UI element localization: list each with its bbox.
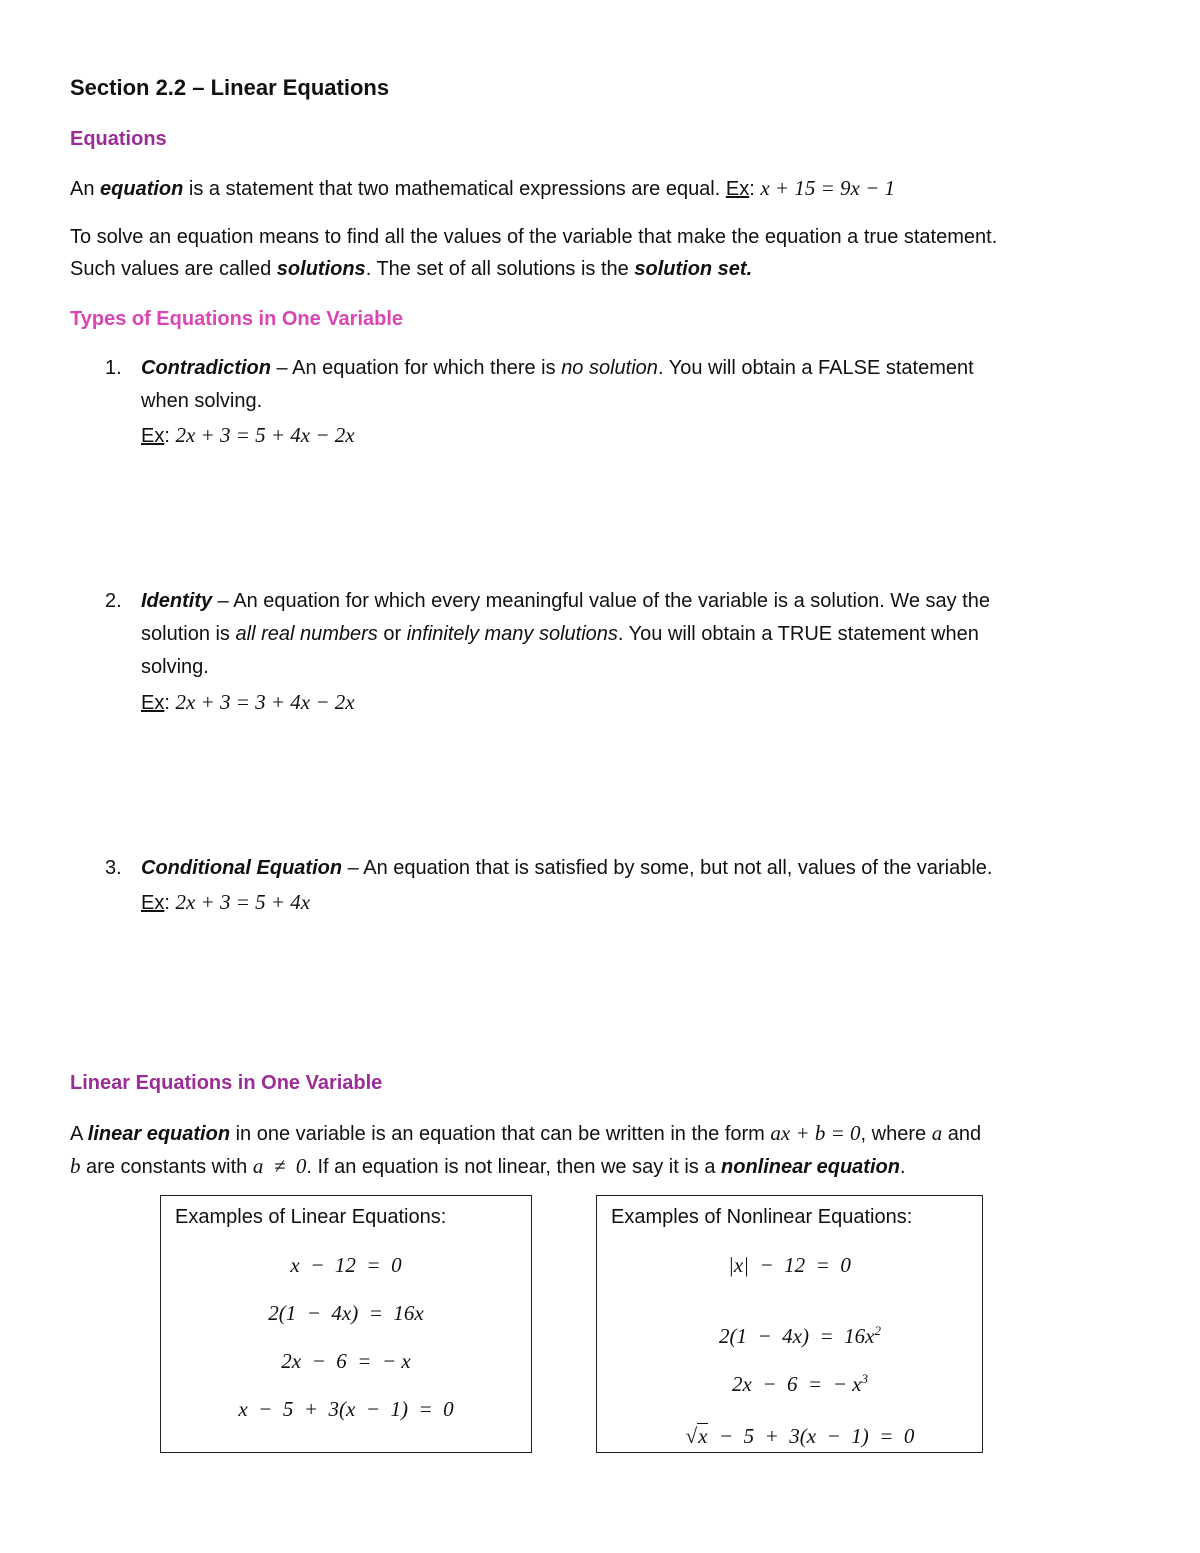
exponent: 3 (861, 1371, 868, 1386)
text: , where (860, 1123, 932, 1145)
def-term: equation (100, 178, 184, 200)
nonlinear-term: nonlinear equation (721, 1156, 900, 1178)
solve-pre: Such values are called (70, 258, 277, 280)
def-post: is a statement that two mathematical expressions are equal. (183, 178, 726, 200)
linear-term: linear equation (87, 1123, 231, 1145)
text: and (942, 1123, 982, 1145)
solutions-term: solutions (276, 258, 366, 280)
ex-label: Ex (141, 425, 165, 447)
list-item (105, 590, 990, 613)
item-text: solution is (141, 623, 236, 645)
box-title: Examples of Nonlinear Equations: (611, 1206, 913, 1228)
text: . If an equation is not linear, then we say it is a (306, 1156, 722, 1178)
item-italic: no solution (561, 357, 658, 379)
types-heading: Types of Equations in One Variable (70, 308, 404, 330)
item-line-2 (141, 623, 979, 646)
text: are constants with (80, 1156, 253, 1178)
item-number: 2. (105, 590, 122, 612)
ex-math: 2x + 3 = 5 + 4x − 2x (175, 423, 355, 447)
ex-label: Ex (141, 892, 165, 914)
item-italic: all real numbers (235, 623, 378, 645)
linear-example: x − 12 = 0 (290, 1253, 402, 1277)
item-text: – An equation that is satisfied by some, but not all, values of the variable. (342, 857, 993, 879)
ex-math: 2x + 3 = 5 + 4x (175, 890, 311, 914)
ex-colon: : (749, 178, 755, 200)
contradiction-term: Contradiction (141, 357, 271, 379)
linear-example: 2x − 6 = − x (281, 1349, 411, 1373)
page-title: Section 2.2 – Linear Equations (70, 75, 390, 100)
linear-definition-line-2 (70, 1154, 906, 1179)
item-number: 1. (105, 357, 122, 379)
var-a: a (931, 1121, 943, 1145)
nonlinear-example (597, 1399, 982, 1474)
linear-example: 2(1 − 4x) = 16x (268, 1301, 424, 1325)
linear-examples-box (160, 1195, 532, 1453)
form-math: ax + b = 0 (770, 1121, 861, 1145)
equations-heading: Equations (70, 128, 167, 150)
radicand: x (698, 1424, 708, 1448)
ex-math: x + 15 = 9x − 1 (760, 176, 895, 200)
item-line-2: when solving. (141, 390, 263, 412)
exponent: 2 (874, 1323, 881, 1338)
solve-line-2 (70, 258, 752, 281)
item-example: Ex: 2x + 3 = 5 + 4x (141, 890, 311, 914)
box-title: Examples of Linear Equations: (175, 1206, 447, 1228)
identity-term: Identity (141, 590, 213, 612)
linear-example: x − 5 + 3(x − 1) = 0 (238, 1397, 454, 1421)
var-b: b (70, 1154, 81, 1178)
linear-definition-line-1 (70, 1121, 981, 1146)
item-text: . You will obtain a TRUE statement when (617, 623, 979, 645)
conditional-term: Conditional Equation (141, 857, 343, 879)
item-text-rest: . You will obtain a FALSE statement (657, 357, 974, 379)
example-rest: − 5 + 3(x − 1) = 0 (708, 1424, 915, 1448)
nonlinear-example: |x| − 12 = 0 (728, 1253, 851, 1277)
solve-mid: . The set of all solutions is the (365, 258, 635, 280)
item-text: or (377, 623, 407, 645)
linear-heading: Linear Equations in One Variable (70, 1072, 383, 1094)
item-line-3: solving. (141, 656, 209, 678)
item-number: 3. (105, 857, 122, 879)
text: A (70, 1123, 88, 1145)
def-pre: An (70, 178, 101, 200)
text: . (899, 1156, 906, 1178)
list-item (105, 357, 974, 380)
list-item (105, 857, 992, 880)
example-base: 2x − 6 = − x (732, 1372, 862, 1396)
item-italic: infinitely many solutions (406, 623, 618, 645)
cond-math: a ≠ 0 (252, 1154, 307, 1178)
sqrt-icon: √x (685, 1424, 708, 1448)
item-text: – An equation for which there is (271, 357, 562, 379)
item-example: Ex: 2x + 3 = 5 + 4x − 2x (141, 423, 355, 447)
solution-set-term: solution set. (634, 258, 753, 280)
ex-math: 2x + 3 = 3 + 4x − 2x (175, 690, 355, 714)
ex-label: Ex (141, 692, 165, 714)
item-example: Ex: 2x + 3 = 3 + 4x − 2x (141, 690, 355, 714)
example-base: 2(1 − 4x) = 16x (719, 1324, 875, 1348)
ex-label: Ex (725, 178, 750, 200)
equation-definition (70, 176, 895, 201)
text: in one variable is an equation that can be written in the form (230, 1123, 771, 1145)
nonlinear-examples-box (596, 1195, 983, 1453)
solve-line-1: To solve an equation means to find all the values of the variable that make the equation a true statement. (70, 226, 998, 248)
item-text: – An equation for which every meaningful value of the variable is a solution. We say the (212, 590, 990, 612)
